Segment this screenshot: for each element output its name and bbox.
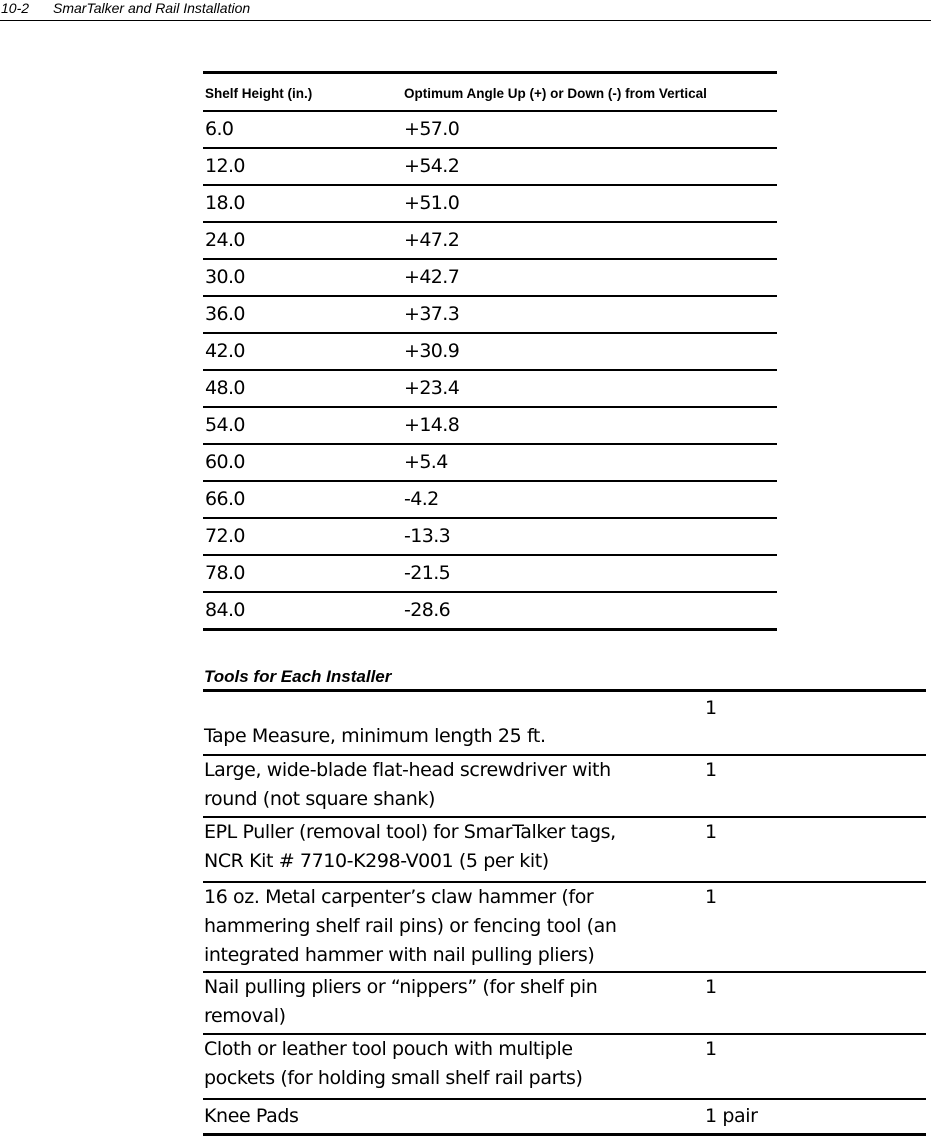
tool-description	[204, 1102, 684, 1131]
optimum-angle-cell: +5.4	[404, 451, 448, 473]
shelf-height-cell: 30.0	[205, 266, 245, 288]
optimum-angle-cell: -4.2	[404, 488, 439, 510]
tool-description-line: EPL Puller (removal tool) for SmarTalker tags,	[204, 821, 616, 843]
optimum-angle-cell: +37.3	[404, 303, 460, 325]
optimum-angle-cell: +54.2	[404, 155, 460, 177]
tool-description	[204, 818, 684, 876]
optimum-angle-cell: +51.0	[404, 192, 460, 214]
column-header-optimum-angle: Optimum Angle Up (+) or Down (-) from Vertical	[404, 86, 707, 101]
table-row	[203, 112, 777, 147]
table-row	[203, 591, 777, 628]
table-row	[203, 881, 926, 971]
tool-description-line: Knee Pads	[204, 1105, 299, 1127]
chapter-title: SmarTalker and Rail Installation	[53, 0, 251, 16]
table-row	[203, 147, 777, 184]
table-row	[203, 754, 926, 816]
optimum-angle-cell: -13.3	[404, 525, 451, 547]
table-row	[203, 443, 777, 480]
table-row	[203, 184, 777, 221]
optimum-angle-cell: +57.0	[404, 118, 460, 140]
running-head	[0, 0, 931, 21]
shelf-height-cell: 72.0	[205, 525, 245, 547]
shelf-height-cell: 12.0	[205, 155, 245, 177]
table-row	[203, 258, 777, 295]
tool-description	[204, 973, 684, 1031]
tool-description-line: round (not square shank)	[204, 788, 435, 810]
table-row	[203, 332, 777, 369]
table-row	[203, 295, 777, 332]
table-row	[203, 971, 926, 1033]
shelf-height-cell: 36.0	[205, 303, 245, 325]
table-row	[203, 1033, 926, 1098]
tool-description-line: hammering shelf rail pins) or fencing tool (an	[204, 915, 617, 937]
shelf-height-cell: 66.0	[205, 488, 245, 510]
table-row	[203, 554, 777, 591]
tool-quantity: 1	[705, 886, 717, 908]
table-row	[203, 406, 777, 443]
tool-description-line: integrated hammer with nail pulling pliers)	[204, 944, 595, 966]
shelf-height-cell: 78.0	[205, 562, 245, 584]
page-number: 10-2	[1, 0, 30, 16]
tool-description-line: Cloth or leather tool pouch with multiple	[204, 1038, 573, 1060]
table-row	[203, 480, 777, 517]
table-row	[203, 816, 926, 881]
tool-description-line: Tape Measure, minimum length 25 ft.	[204, 725, 546, 747]
tools-section-title: Tools for Each Installer	[204, 667, 392, 686]
tool-description	[204, 1035, 684, 1093]
tool-description-line: Large, wide-blade flat-head screwdriver with	[204, 759, 611, 781]
tool-description-line: NCR Kit # 7710-K298-V001 (5 per kit)	[204, 850, 549, 872]
shelf-height-cell: 54.0	[205, 414, 245, 436]
shelf-angle-table	[203, 71, 777, 631]
column-header-shelf-height: Shelf Height (in.)	[205, 86, 313, 101]
tools-table	[203, 689, 926, 1136]
tool-quantity: 1	[705, 821, 717, 843]
shelf-height-cell: 18.0	[205, 192, 245, 214]
table-row	[203, 369, 777, 406]
shelf-height-cell: 24.0	[205, 229, 245, 251]
tool-description-line: removal)	[204, 1005, 286, 1027]
tool-quantity: 1 pair	[705, 1105, 758, 1127]
tool-description-line: Nail pulling pliers or “nippers” (for shelf pin	[204, 976, 598, 998]
optimum-angle-cell: +42.7	[404, 266, 460, 288]
optimum-angle-cell: +47.2	[404, 229, 460, 251]
table-body	[203, 112, 777, 628]
shelf-height-cell: 6.0	[205, 118, 234, 140]
tool-description-line: pockets (for holding small shelf rail parts)	[204, 1067, 583, 1089]
tool-description	[204, 722, 684, 751]
table-row	[203, 692, 926, 754]
shelf-height-cell: 84.0	[205, 599, 245, 621]
optimum-angle-cell: +14.8	[404, 414, 460, 436]
tool-description	[204, 883, 684, 970]
table-header-row	[203, 74, 777, 112]
tool-quantity: 1	[705, 759, 717, 781]
optimum-angle-cell: -28.6	[404, 599, 451, 621]
shelf-height-cell: 48.0	[205, 377, 245, 399]
shelf-height-cell: 60.0	[205, 451, 245, 473]
shelf-height-cell: 42.0	[205, 340, 245, 362]
tool-quantity: 1	[705, 976, 717, 998]
optimum-angle-cell: +30.9	[404, 340, 460, 362]
tool-quantity: 1	[705, 697, 717, 719]
tool-description-line: 16 oz. Metal carpenter’s claw hammer (for	[204, 886, 594, 908]
tool-quantity: 1	[705, 1038, 717, 1060]
table-row	[203, 1098, 926, 1133]
tool-description	[204, 756, 684, 814]
optimum-angle-cell: +23.4	[404, 377, 460, 399]
optimum-angle-cell: -21.5	[404, 562, 451, 584]
table-row	[203, 517, 777, 554]
table-row	[203, 221, 777, 258]
